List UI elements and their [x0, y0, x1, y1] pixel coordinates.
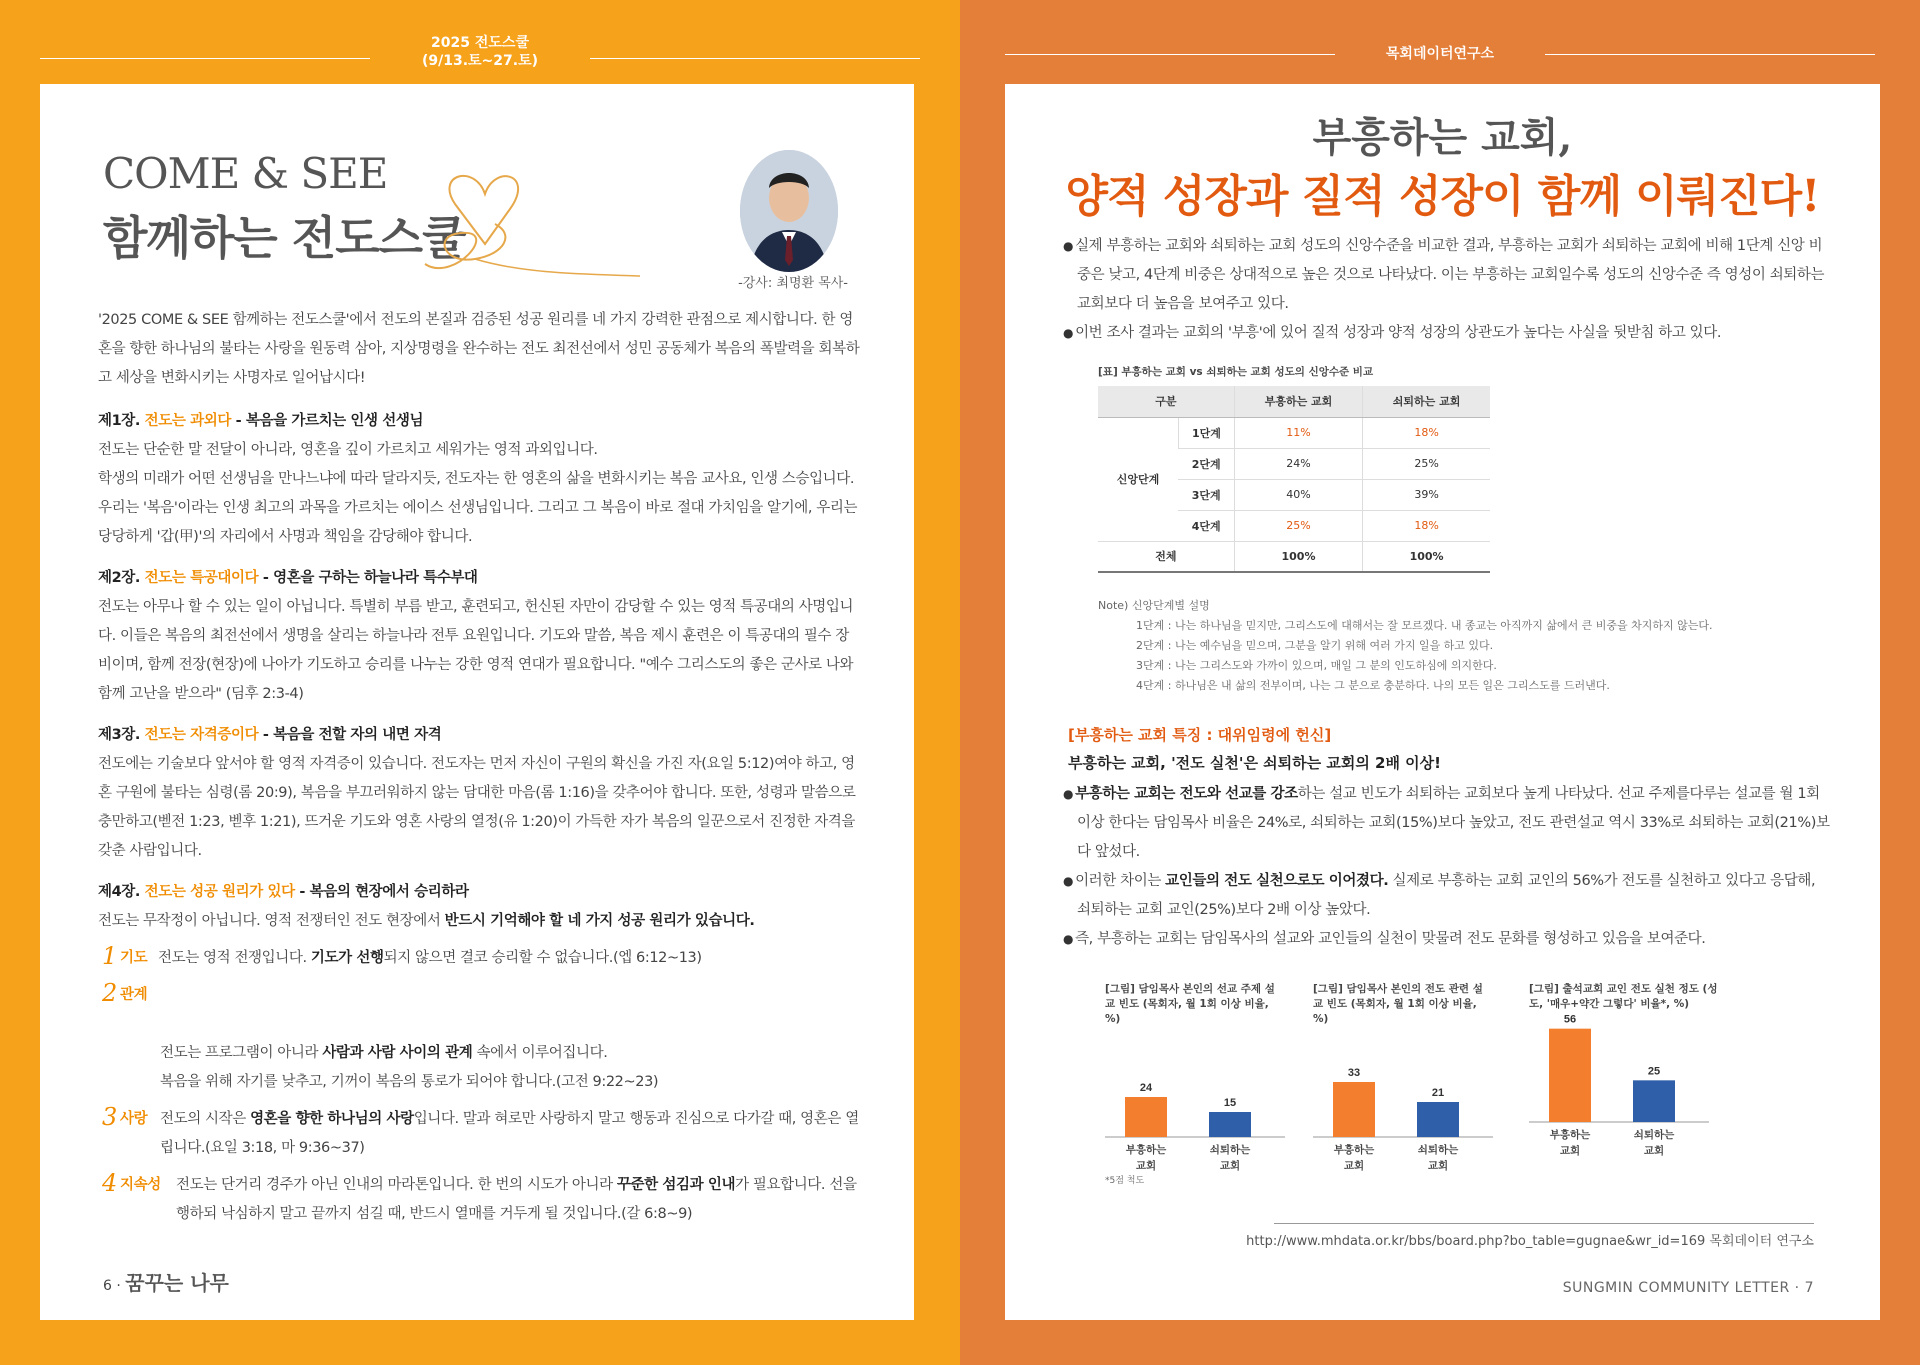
chart-2-title: [그림] 담임목사 본인의 전도 관련 설교 빈도 (목회자, 월 1회 이상 비율, %) [1313, 983, 1483, 1025]
hearts-illustration [415, 164, 645, 284]
category-label: 부흥하는 [1333, 1144, 1375, 1156]
bar [1417, 1102, 1459, 1137]
chapter-3-body: 전도에는 기술보다 앞서야 할 영적 자격증이 있습니다. 전도자는 먼저 자신이 구원의 확신을 가진 자(요일 5:12)여야 하고, 영혼 구원에 불타는 심령(롬 20:9), 복음을 부끄러워하지 않는 담대한 마음(롬 1:16)을 갖추어야 합니다. 또한, 성령과 말씀으로 충만하고(벧전 1:23, 벧후 1:21), 뜨거운 기도와 영혼 사랑의 열정(유 1:20)이 가득한 자가 복음의 일꾼으로서 진정한 자격을 갖춘 사람입니다. [98, 756, 856, 859]
speaker-caption: -강사: 최명환 목사- [738, 276, 848, 291]
principle-4: 4 지속성 전도는 단거리 경주가 아닌 인내의 마라톤입니다. 한 번의 시도가 아니라 꾸준한 섬김과 인내가 필요합니다. 선을 행하되 낙심하지 말고 끝까지 섬길 때, 반드시 열매를 거두게 될 것입니다.(갈 6:8~9) [102, 1169, 857, 1222]
chart-1 [1105, 982, 1305, 1191]
category-label: 교회 [1643, 1145, 1665, 1157]
bottom-bullets [1063, 780, 1833, 954]
principle-1: 1 기도 전도는 영적 전쟁입니다. 기도가 선행되지 않으면 결코 승리할 수 없습니다.(엡 6:12~13) [102, 942, 702, 970]
bullet-item: ● 즉, 부흥하는 교회는 담임목사의 설교와 교인들의 실천이 맞물려 전도 문화를 형성하고 있음을 보여준다. [1063, 925, 1833, 954]
table-group-label: 신앙단계 [1098, 417, 1178, 541]
table-cell: 1단계 [1178, 417, 1234, 448]
table-cell: 40% [1234, 479, 1362, 510]
data-label: 24 [1139, 1082, 1153, 1094]
intro-paragraph: '2025 COME & SEE 함께하는 전도스쿨'에서 전도의 본질과 검증된 성공 원리를 네 가지 강력한 관점으로 제시합니다. 한 영혼을 향한 하나님의 불타는 사랑을 원동력 삼아, 지상명령을 완수하는 전도 최전선에서 성민 공동체가 복음의 폭발력을 회복하고 세상을 변화시키는 사명자로 일어납시다! [98, 312, 860, 386]
chart-3-title: [그림] 출석교회 교인 전도 실천 정도 (성도, '매우+약간 그렇다' 비율*, %) [1529, 983, 1718, 1010]
table-cell: 3단계 [1178, 479, 1234, 510]
category-label: 교회 [1427, 1160, 1449, 1172]
left-paper [40, 84, 914, 1320]
data-label: 56 [1563, 1013, 1577, 1026]
headline-line-2: 양적 성장과 질적 성장이 함께 이뤄진다! [1065, 171, 1820, 222]
chapter-2-body: 전도는 아무나 할 수 있는 일이 아닙니다. 특별히 부름 받고, 훈련되고, 헌신된 자만이 감당할 수 있는 영적 특공대의 사명입니다. 이들은 복음의 최전선에서 생명을 살리는 하늘나라 전투 요원입니다. 기도와 말씀, 복음 제시 훈련은 이 특공대의 필수 장비이며, 함께 전장(현장)에 나아가 기도하고 승리를 나누는 강한 영적 연대가 필요합니다. "예수 그리스도의 좋은 군사로 나와 함께 고난을 받으라" (딤후 2:3-4) [98, 599, 854, 702]
table-header: 구분 [1098, 386, 1234, 417]
page-number-left: 6 · [103, 1278, 121, 1294]
chapter-1-heading: 제1장. 전도는 과외다 - 복음을 가르치는 인생 선생님 [98, 413, 424, 429]
table-header-row [1098, 386, 1490, 417]
note-line: 4단계 : 하나님은 내 삶의 전부이며, 나는 그 분으로 충분하다. 나의 모든 일은 그리스도를 드러낸다. [1136, 679, 1610, 692]
table-cell: 100% [1363, 541, 1490, 572]
headline-line-1: 부흥하는 교회, [1312, 114, 1573, 161]
table-cell: 18% [1363, 510, 1490, 541]
bar [1125, 1097, 1167, 1137]
table-cell: 25% [1363, 448, 1490, 479]
category-label: 부흥하는 [1125, 1144, 1167, 1156]
speaker-portrait [740, 150, 838, 272]
faith-level-note [1098, 596, 1713, 696]
bar-charts [1105, 982, 1795, 1186]
table-header: 쇠퇴하는 교회 [1363, 386, 1490, 417]
bar [1209, 1112, 1251, 1137]
principle-2: 2 관계 전도는 프로그램이 아니라 사람과 사람 사이의 관계 속에서 이루어집니다. 복음을 위해 자기를 낮추고, 기꺼이 복음의 통로가 되어야 합니다.(고전 9:22~23) [102, 979, 659, 1090]
school-title: 2025 전도스쿨 [431, 35, 529, 51]
magazine-brand: 꿈꾸는 나무 [125, 1271, 229, 1295]
title-english: COME & SEE [103, 149, 388, 198]
data-label: 15 [1223, 1097, 1237, 1109]
note-line: 2단계 : 나는 예수님을 믿으며, 그분을 알기 위해 여러 가지 일을 하고 있다. [1136, 639, 1494, 652]
chapter-2-heading: 제2장. 전도는 특공대이다 - 영혼을 구하는 하늘나라 특수부대 [98, 570, 478, 586]
chart-3 [1529, 982, 1739, 1176]
right-paper [1005, 84, 1880, 1320]
right-footer: SUNGMIN COMMUNITY LETTER · 7 [1562, 1280, 1814, 1296]
chart-footnote: *5점 척도 [1105, 1176, 1145, 1186]
top-bullets [1063, 232, 1833, 348]
chapter-4-heading: 제4장. 전도는 성공 원리가 있다 - 복음의 현장에서 승리하라 [98, 884, 469, 900]
bullet-item: ● 이러한 차이는 교인들의 전도 실천으로도 이어졌다. 실제로 부흥하는 교회 교인의 56%가 전도를 실천하고 있다고 응답해, 쇠퇴하는 교회 교인(25%)보다 2배 이상 높았다. [1063, 867, 1833, 925]
note-line: 1단계 : 나는 하나님을 믿지만, 그리스도에 대해서는 잘 모르겠다. 내 종교는 아직까지 삶에서 큰 비중을 차지하지 않는다. [1136, 619, 1713, 632]
category-label: 쇠퇴하는 [1633, 1129, 1675, 1141]
table-cell: 100% [1234, 541, 1362, 572]
table-cell: 11% [1234, 417, 1362, 448]
data-label: 21 [1431, 1087, 1445, 1099]
section-subheading: 부흥하는 교회, '전도 실천'은 쇠퇴하는 교회의 2배 이상! [1068, 754, 1442, 772]
chart-1-plot [1105, 1027, 1305, 1187]
category-label: 교회 [1343, 1160, 1365, 1172]
principles-list [98, 944, 860, 1229]
table-row [1098, 417, 1490, 448]
title-korean: 함께하는 전도스쿨 [103, 211, 466, 265]
note-line: 3단계 : 나는 그리스도와 가까이 있으며, 매일 그 분의 인도하심에 의지한다. [1136, 659, 1497, 672]
category-label: 쇠퇴하는 [1417, 1144, 1459, 1156]
bar [1333, 1082, 1375, 1137]
bullet-item: ● 실제 부흥하는 교회와 쇠퇴하는 교회 성도의 신앙수준을 비교한 결과, 부흥하는 교회가 쇠퇴하는 교회에 비해 1단계 신앙 비중은 낮고, 4단계 비중은 상대적으로 높은 것으로 나타났다. 이는 부흥하는 교회일수록 성도의 신앙수준 즉 영성이 쇠퇴하는 교회보다 더 높음을 보여주고 있다. [1063, 232, 1833, 319]
category-label: 교회 [1219, 1160, 1241, 1172]
table-header: 부흥하는 교회 [1234, 386, 1362, 417]
chapter-4-body: 전도는 무작정이 아닙니다. 영적 전쟁터인 전도 현장에서 반드시 기억해야 할 네 가지 성공 원리가 있습니다. [98, 913, 755, 929]
chapter-1-body: 전도는 단순한 말 전달이 아니라, 영혼을 깊이 가르치고 세워가는 영적 과외입니다. 학생의 미래가 어떤 선생님을 만나느냐에 따라 달라지듯, 전도자는 한 영혼의 삶을 변화시키는 복음 교사요, 인생 스승입니다. 우리는 '복음'이라는 인생 최고의 과목을 가르치는 에이스 선생님입니다. 그리고 그 복음이 바로 절대 가치임을 알기에, 우리는 당당하게 '갑(甲)'의 자리에서 사명과 책임을 감당해야 합니다. [98, 442, 858, 545]
data-label: 33 [1347, 1067, 1361, 1079]
bar [1549, 1029, 1591, 1122]
section-heading: [부흥하는 교회 특징 : 대위임령에 헌신] [1068, 726, 1332, 744]
table-title: [표] 부흥하는 교회 vs 쇠퇴하는 교회 성도의 신앙수준 비교 [1098, 366, 1374, 378]
table-cell: 2단계 [1178, 448, 1234, 479]
right-page [960, 0, 1920, 1365]
table-cell: 4단계 [1178, 510, 1234, 541]
bar [1633, 1080, 1675, 1122]
chart-2 [1313, 982, 1513, 1191]
category-label: 쇠퇴하는 [1209, 1144, 1251, 1156]
article-body [98, 306, 860, 1229]
left-running-header [40, 34, 920, 78]
bullet-item: ● 이번 조사 결과는 교회의 '부흥'에 있어 질적 성장과 양적 성장의 상관도가 높다는 사실을 뒷받침 하고 있다. [1063, 319, 1833, 348]
source-link[interactable]: http://www.mhdata.or.kr/bbs/board.php?bo_table=gugnae&wr_id=169 목회데이터 연구소 [1246, 1234, 1814, 1249]
table-cell: 25% [1234, 510, 1362, 541]
category-label: 교회 [1559, 1145, 1581, 1157]
link-divider [1274, 1223, 1814, 1224]
table-cell: 전체 [1098, 541, 1234, 572]
source-name: 목회데이터연구소 [1385, 46, 1495, 62]
school-dates: (9/13.토~27.토) [421, 53, 539, 69]
chapter-3-heading: 제3장. 전도는 자격증이다 - 복음을 전할 자의 내면 자격 [98, 727, 442, 743]
category-label: 부흥하는 [1549, 1129, 1591, 1141]
chart-3-plot [1529, 1012, 1739, 1172]
category-label: 교회 [1135, 1160, 1157, 1172]
table-cell: 18% [1363, 417, 1490, 448]
table-total-row [1098, 541, 1490, 572]
principle-3: 3 사랑 전도의 시작은 영혼을 향한 하나님의 사랑입니다. 말과 혀로만 사랑하지 말고 행동과 진심으로 다가갈 때, 영혼은 열립니다.(요일 3:18, 마 9:36~37) [102, 1103, 859, 1156]
faith-level-table [1098, 386, 1490, 573]
data-label: 25 [1647, 1065, 1661, 1078]
right-running-header [1005, 34, 1875, 78]
chart-2-plot [1313, 1027, 1513, 1187]
note-title: Note) 신앙단계별 설명 [1098, 599, 1210, 612]
table-cell: 39% [1363, 479, 1490, 510]
chart-1-title: [그림] 담임목사 본인의 선교 주제 설교 빈도 (목회자, 월 1회 이상 비율, %) [1105, 983, 1275, 1025]
bullet-item: ● 부흥하는 교회는 전도와 선교를 강조하는 설교 빈도가 쇠퇴하는 교회보다 높게 나타났다. 선교 주제를다루는 설교를 월 1회 이상 한다는 담임목사 비율은 24%로, 쇠퇴하는 교회(15%)보다 높았고, 전도 관련설교 역시 33%로 쇠퇴하는 교회(21%)보다 앞섰다. [1063, 780, 1833, 867]
left-footer [103, 1267, 229, 1296]
table-cell: 24% [1234, 448, 1362, 479]
